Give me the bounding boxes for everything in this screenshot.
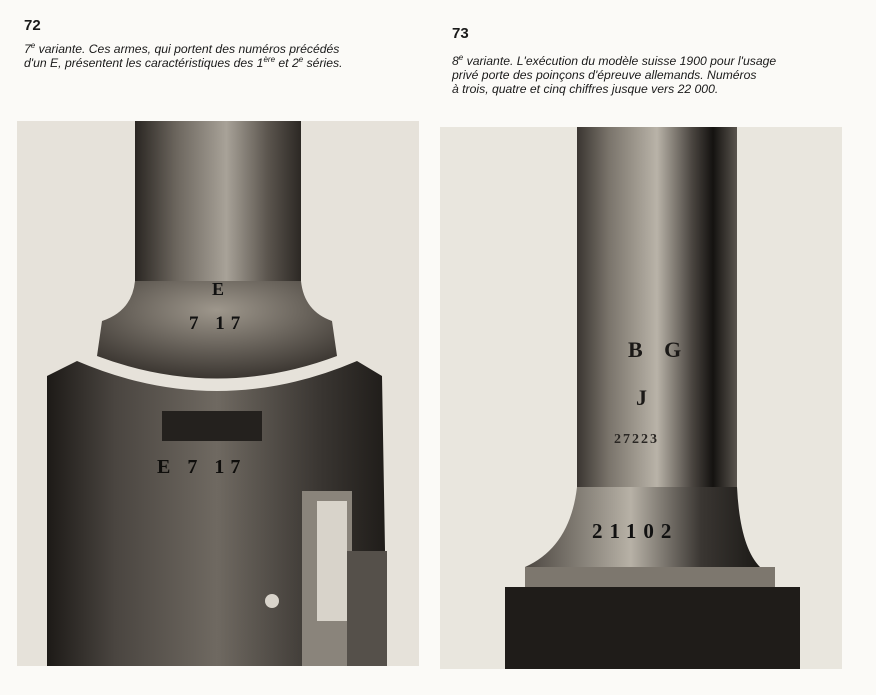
stamp-e-top: E: [212, 279, 231, 299]
caption-73: 8e variante. L'exécution du modèle suisse 1900 pour l'usage privé porte des poinçons d'épreuve allemands. Numéros à trois, quatre et cinq chiffres jusque vers 22 000.: [452, 52, 777, 96]
stamp-e717-bottom: E 7 17: [157, 456, 247, 478]
photo-72-pistol-barrel: [17, 121, 419, 666]
stamp-21102-serial: 21102: [592, 519, 679, 543]
photo-73-swiss-1900-barrel: [440, 127, 842, 669]
caption-72: 7e variante. Ces armes, qui portent des numéros précédés d'un E, présentent les caractéristiques des 1ère et 2e séries.: [24, 40, 343, 70]
stamp-27223: 27223: [614, 432, 659, 447]
proof-mark-j: J: [636, 385, 653, 410]
figure-number-73: 73: [452, 25, 469, 42]
proof-marks: B G: [628, 337, 690, 362]
stamp-717-top: 7 17: [189, 313, 247, 334]
figure-number-72: 72: [24, 17, 41, 34]
